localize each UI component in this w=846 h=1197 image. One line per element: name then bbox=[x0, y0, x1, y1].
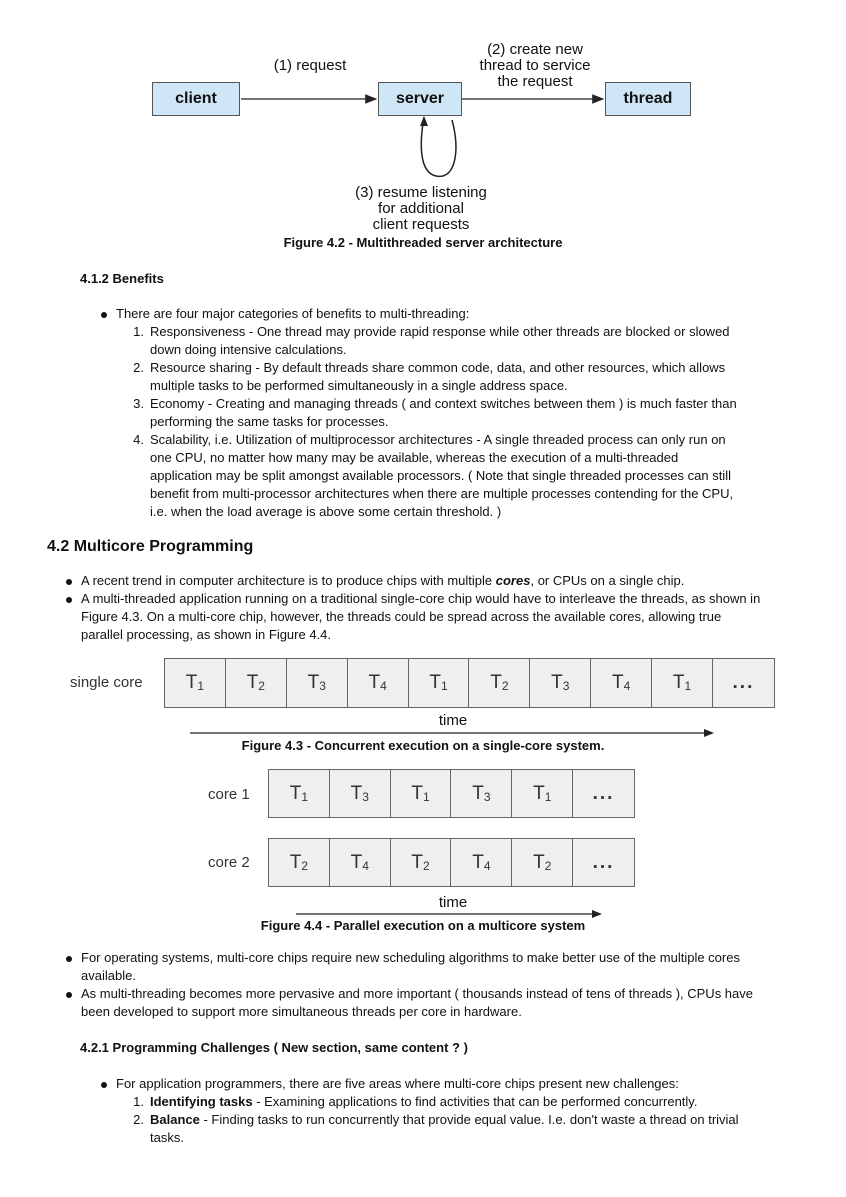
server-box: server bbox=[378, 82, 462, 116]
core-1-timeline bbox=[268, 769, 635, 818]
bullet-dot bbox=[66, 597, 72, 603]
heading-4-2-1: 4.2.1 Programming Challenges ( New section, same content ? ) bbox=[80, 1040, 468, 1055]
ellipsis-cell: ... bbox=[592, 782, 615, 804]
hw-threads-bullet: As multi-threading becomes more pervasive and more important ( thousands instead of tens of threads ), CPUs have been developed to support more simultaneous threads per core in hardware. bbox=[81, 986, 753, 1019]
thread-cell: T $_4$ bbox=[591, 659, 652, 707]
list-item: Scalability, i.e. Utilization of multiprocessor architectures - A single threaded process can only run on one CPU, no matter how many may be available, whereas the execution of a multi-threaded application may be split amongst available processors. ( Note that single threaded processes can still benefit from multi-processor architectures when there are multiple processes contending for the CPU, i.e. when the load average is above some certain threshold. ) bbox=[150, 432, 734, 519]
single-core-timeline bbox=[164, 658, 775, 708]
resume-label: (3) resume listening for additional client requests bbox=[355, 184, 487, 233]
bullet-dot bbox=[101, 312, 107, 318]
list-number: 1. bbox=[133, 324, 144, 339]
figure-4-4-caption: Figure 4.4 - Parallel execution on a multicore system bbox=[260, 918, 586, 933]
core-2-label: core 2 bbox=[208, 854, 250, 871]
single-core-label: single core bbox=[70, 674, 143, 691]
list-item: Economy - Creating and managing threads ( and context switches between them ) is much faster than performing the same tasks for processes. bbox=[150, 396, 737, 429]
list-item: Resource sharing - By default threads share common code, data, and other resources, which allows multiple tasks to be performed simultaneously in a single address space. bbox=[150, 360, 726, 393]
bullet-dot bbox=[101, 1082, 107, 1088]
challenges-intro: For application programmers, there are five areas where multi-core chips present new challenges: bbox=[116, 1076, 679, 1091]
thread-cell: T $_3$ bbox=[330, 770, 391, 817]
figure-4-2-caption: Figure 4.2 - Multithreaded server architecture bbox=[283, 235, 563, 250]
thread-cell: T $_4$ bbox=[451, 839, 512, 886]
list-number: 2. bbox=[133, 360, 144, 375]
ellipsis-cell: ... bbox=[732, 672, 755, 693]
thread-cell: T $_3$ bbox=[530, 659, 591, 707]
list-number: 3. bbox=[133, 396, 144, 411]
multicore-bullet-2: A multi-threaded application running on a traditional single-core chip would have to interleave the threads, as shown in Figure 4.3. On a multi-core chip, however, the threads could be spread across the available cores, allowing true parallel processing, as shown in Figure 4.4. bbox=[81, 591, 761, 642]
thread-cell: T $_4$ bbox=[330, 839, 391, 886]
figure-4-3-caption: Figure 4.3 - Concurrent execution on a single-core system. bbox=[241, 738, 605, 753]
create-label: (2) create new thread to service the request bbox=[479, 41, 591, 90]
os-scheduling-bullet: For operating systems, multi-core chips require new scheduling algorithms to make better use of the multiple cores available. bbox=[81, 950, 740, 983]
core-2-timeline bbox=[268, 838, 635, 887]
list-number: 4. bbox=[133, 432, 144, 447]
bullet-dot bbox=[66, 956, 72, 962]
thread-cell: T $_1$ bbox=[409, 659, 470, 707]
thread-cell: T $_2$ bbox=[469, 659, 530, 707]
thread-cell: T $_1$ bbox=[512, 770, 573, 817]
heading-4-2: 4.2 Multicore Programming bbox=[47, 538, 254, 555]
thread-cell: T $_1$ bbox=[165, 659, 226, 707]
time-label: time bbox=[438, 712, 468, 729]
thread-cell: T $_2$ bbox=[391, 839, 452, 886]
list-number: 1. bbox=[133, 1094, 144, 1109]
thread-cell: T $_1$ bbox=[391, 770, 452, 817]
thread-cell: T $_2$ bbox=[512, 839, 573, 886]
bullet-dot bbox=[66, 579, 72, 585]
heading-4-1-2: 4.1.2 Benefits bbox=[80, 271, 164, 286]
benefits-intro: There are four major categories of benefits to multi-threading: bbox=[116, 306, 470, 321]
thread-cell: T $_4$ bbox=[348, 659, 409, 707]
bullet-dot bbox=[66, 992, 72, 998]
thread-cell: T $_2$ bbox=[226, 659, 287, 707]
list-item: Identifying tasks - Examining applications to find activities that can be performed concurrently. bbox=[150, 1094, 698, 1109]
ellipsis-cell: ... bbox=[592, 851, 615, 873]
thread-cell: T $_3$ bbox=[451, 770, 512, 817]
thread-cell: T $_2$ bbox=[269, 839, 330, 886]
list-number: 2. bbox=[133, 1112, 144, 1127]
request-label: (1) request bbox=[273, 57, 347, 74]
time-label: time bbox=[438, 894, 468, 911]
core-1-label: core 1 bbox=[208, 786, 250, 803]
list-item: Balance - Finding tasks to run concurrently that provide equal value. I.e. don't waste a thread on trivial tasks. bbox=[150, 1112, 739, 1145]
client-box: client bbox=[152, 82, 240, 116]
thread-cell: T $_1$ bbox=[652, 659, 713, 707]
thread-cell: T $_1$ bbox=[269, 770, 330, 817]
thread-box: thread bbox=[605, 82, 691, 116]
list-item: Responsiveness - One thread may provide rapid response while other threads are blocked or slowed down doing intensive calculations. bbox=[150, 324, 730, 357]
thread-cell: T $_3$ bbox=[287, 659, 348, 707]
multicore-bullet-1: A recent trend in computer architecture is to produce chips with multiple cores, or CPUs on a single chip. bbox=[81, 573, 685, 588]
